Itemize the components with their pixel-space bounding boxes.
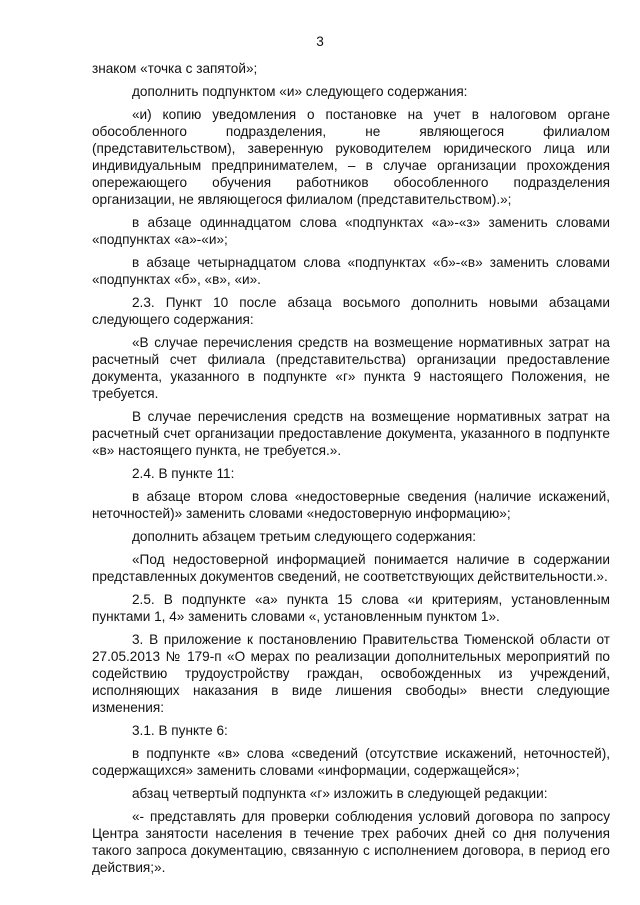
paragraph: «Под недостоверной информацией понимается наличие в содержании представленных документов сведений, не соответствующих действительности.».: [92, 552, 610, 584]
paragraph: знаком «точка с запятой»;: [92, 61, 258, 76]
paragraph: 2.4. В пункте 11:: [132, 466, 235, 481]
paragraph: в абзаце втором слова «недостоверные сведения (наличие искажений, неточностей)» заменить словами «недостоверную информацию»;: [92, 489, 610, 521]
paragraph: дополнить абзацем третьим следующего содержания:: [132, 529, 476, 544]
page-number: 3: [316, 34, 324, 49]
paragraph: в абзаце четырнадцатом слова «подпунктах «б»-«в» заменить словами «подпунктах «б», «в», «и».: [92, 255, 610, 287]
paragraph: «и) копию уведомления о постановке на учет в налоговом органе обособленного подразделения, не являющегося филиалом (представительством), заверенную руководителем юридического лица или индивидуальным предпринимателем, – в случае организации прохождения опережающего обучения работников обособленного подразделения организации, не являющегося филиалом (представительством).»;: [92, 107, 610, 207]
paragraph: 3.1. В пункте 6:: [132, 723, 228, 738]
paragraph: абзац четвертый подпункта «г» изложить в следующей редакции:: [132, 786, 548, 801]
paragraph: «- представлять для проверки соблюдения условий договора по запросу Центра занятости населения в течение трех рабочих дней со дня получения такого запроса документацию, связанную с исполнением договора, в период его действия;».: [92, 809, 610, 875]
paragraph: дополнить подпунктом «и» следующего содержания:: [132, 84, 468, 99]
paragraph: В случае перечисления средств на возмещение нормативных затрат на расчетный счет организации предоставление документа, указанного в подпункте «в» настоящего пункта, не требуется.».: [92, 409, 610, 458]
document-body: [92, 60, 610, 882]
paragraph: «В случае перечисления средств на возмещение нормативных затрат на расчетный счет филиала (представительства) организации предоставление документа, указанного в подпункте «г» пункта 9 настоящего Положения, не требуется.: [92, 335, 610, 401]
paragraph: 2.3. Пункт 10 после абзаца восьмого дополнить новыми абзацами следующего содержания:: [92, 295, 610, 327]
paragraph: 3. В приложение к постановлению Правительства Тюменской области от 27.05.2013 № 179-п «О мерах по реализации дополнительных мероприятий по содействию трудоустройству граждан, освобожденных из учреждений, исполняющих наказания в виде лишения свободы» внести следующие изменения:: [92, 632, 610, 715]
paragraph: в абзаце одиннадцатом слова «подпунктах «а»-«з» заменить словами «подпунктах «а»-«и»;: [92, 215, 610, 247]
paragraph: 2.5. В подпункте «а» пункта 15 слова «и критериям, установленным пунктами 1, 4» заменить словами «, установленным пунктом 1».: [92, 592, 610, 624]
paragraph: в подпункте «в» слова «сведений (отсутствие искажений, неточностей), содержащихся» заменить словами «информации, содержащейся»;: [92, 746, 610, 778]
